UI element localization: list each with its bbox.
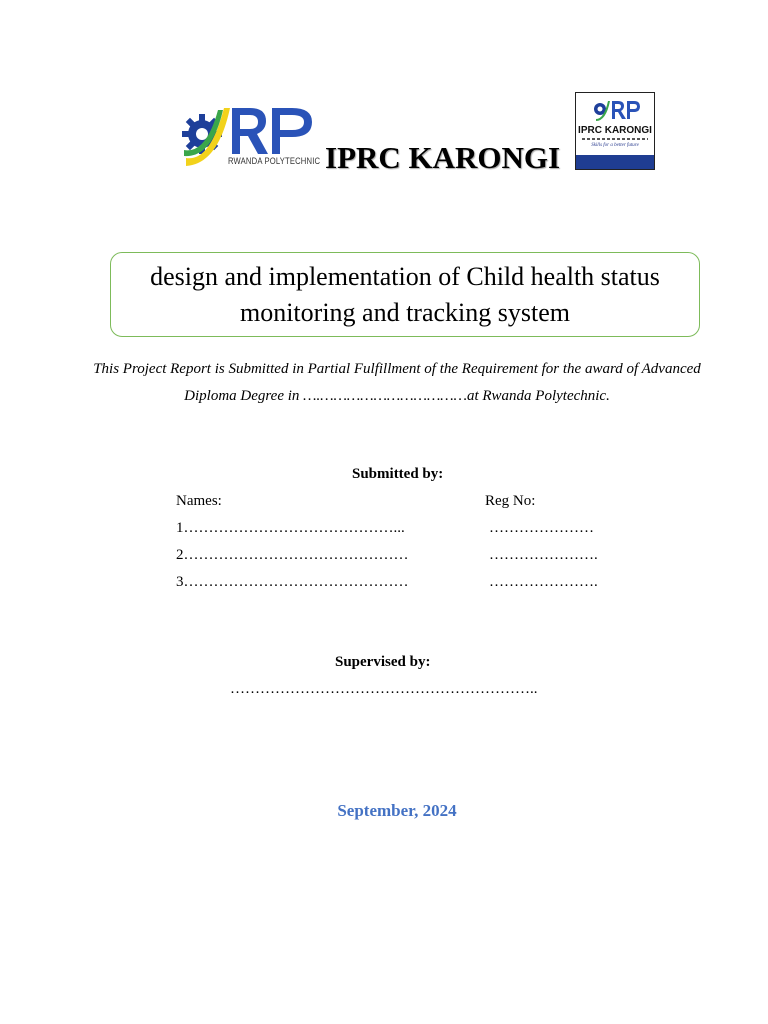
submission-statement <box>80 356 714 410</box>
rp-logo-text: RWANDA POLYTECHNIC <box>228 156 321 166</box>
institution-name: IPRC KARONGI <box>325 140 561 175</box>
rwanda-polytechnic-logo <box>180 100 320 172</box>
badge-rp-icon <box>576 95 655 127</box>
badge-divider <box>582 138 648 140</box>
reg-no-label: Reg No: <box>485 493 536 509</box>
student-name-1: 1……………………………………... <box>176 520 405 536</box>
student-name-2: 2……………………………………… <box>176 547 409 563</box>
supervisor-name: …………………………………………………….. <box>230 681 538 697</box>
student-reg-no-3: …………………. <box>489 574 598 590</box>
project-title-line-2: monitoring and tracking system <box>239 297 570 327</box>
student-reg-no-1: ………………… <box>489 520 594 536</box>
project-title-box <box>110 252 700 337</box>
statement-line-1: This Project Report is Submitted in Partial Fulfillment of the Requirement for the award of Advanced <box>93 361 701 377</box>
badge-footer-band <box>576 155 654 169</box>
student-reg-no-2: …………………. <box>489 547 598 563</box>
submission-date: September, 2024 <box>337 801 457 820</box>
names-label: Names: <box>176 493 222 509</box>
project-title <box>150 259 660 331</box>
iprc-karongi-badge <box>575 92 655 170</box>
project-title-line-1: design and implementation of Child health status <box>150 261 660 291</box>
submitted-by-heading: Submitted by: <box>352 466 444 482</box>
supervised-by-heading: Supervised by: <box>335 654 431 670</box>
badge-slogan: Skills for a better future <box>591 143 639 148</box>
student-name-3: 3……………………………………… <box>176 574 409 590</box>
statement-line-2: Diploma Degree in ….……………………………at Rwanda Polytechnic. <box>184 388 610 404</box>
badge-title: IPRC KARONGI <box>578 125 652 136</box>
